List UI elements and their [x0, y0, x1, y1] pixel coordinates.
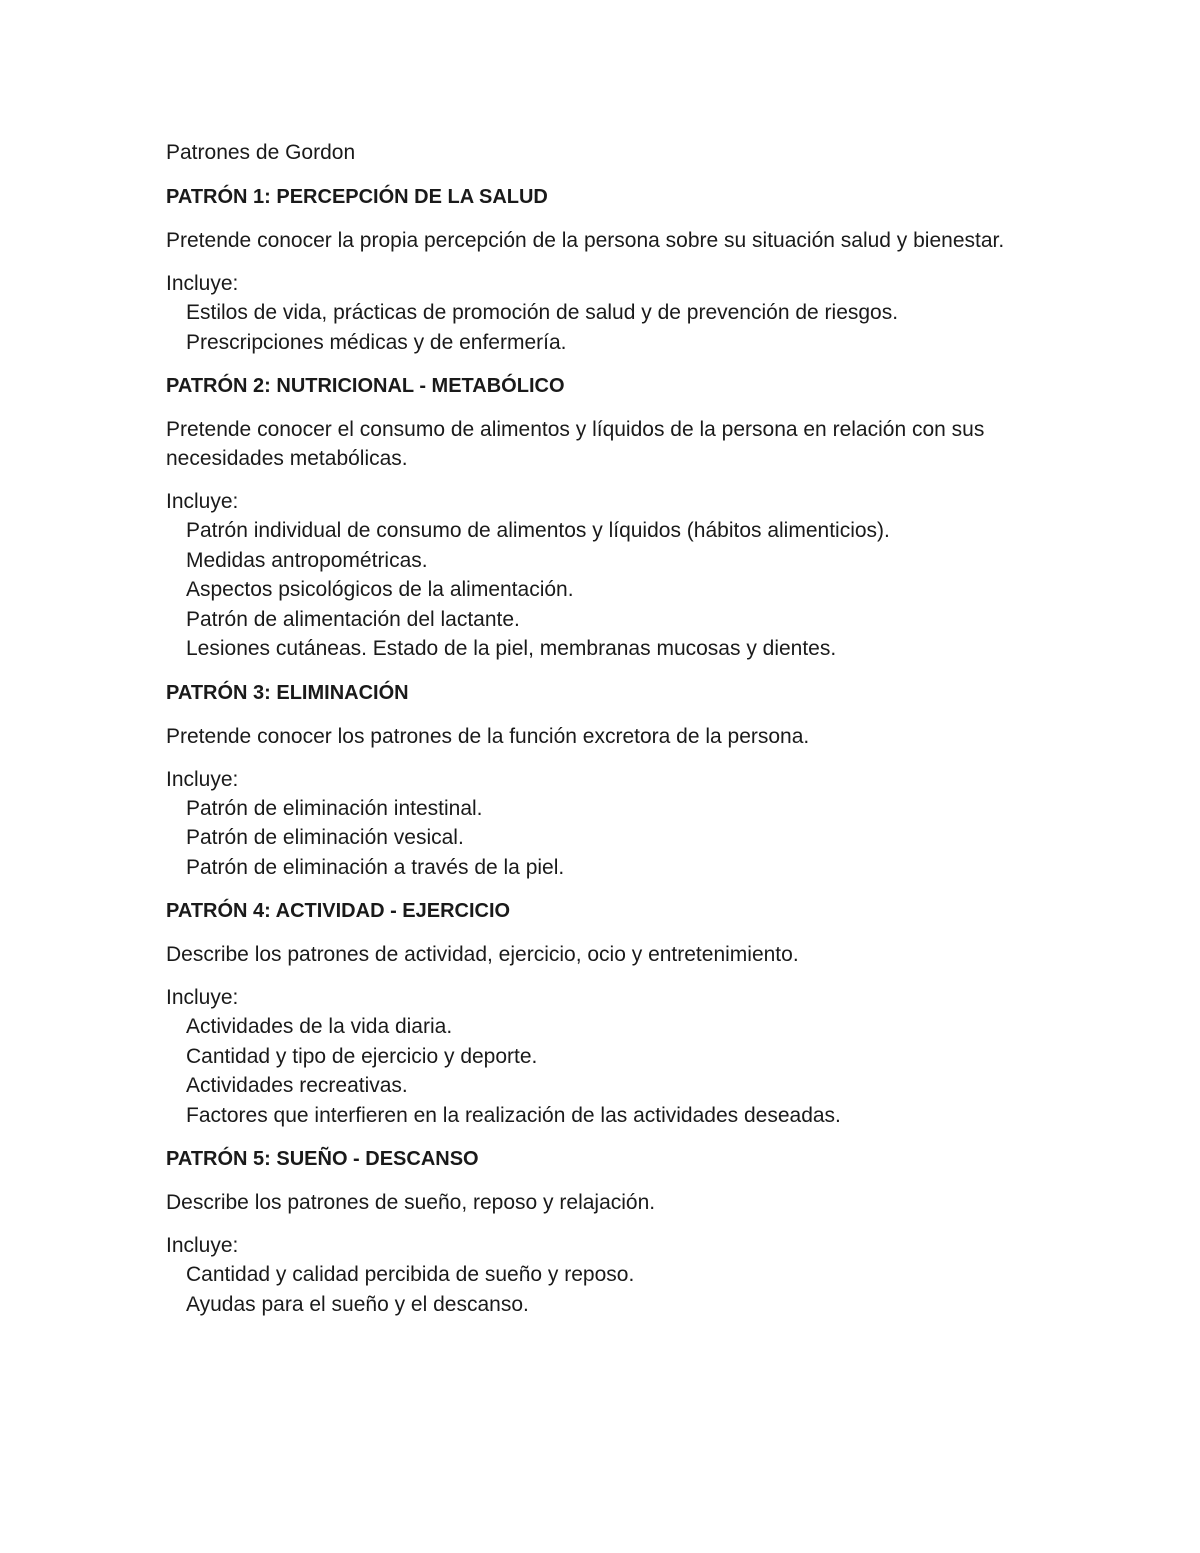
list-item: Medidas antropométricas.	[186, 548, 428, 572]
list-item: Patrón individual de consumo de alimentos y líquidos (hábitos alimenticios).	[186, 519, 890, 542]
section-heading: PATRÓN 1: PERCEPCIÓN DE LA SALUD	[166, 186, 548, 208]
section-patron-3	[166, 679, 1036, 883]
list-item: Patrón de alimentación del lactante.	[186, 607, 520, 631]
section-patron-1	[166, 183, 1036, 357]
section-description: Pretende conocer la propia percepción de la persona sobre su situación salud y bienestar.	[166, 229, 1005, 252]
list-item: Patrón de eliminación intestinal.	[186, 796, 483, 820]
document-title: Patrones de Gordon	[166, 141, 356, 164]
section-patron-2	[166, 372, 1036, 664]
section-description: Describe los patrones de actividad, ejercicio, ocio y entretenimiento.	[166, 943, 799, 966]
list-item: Actividades de la vida diaria.	[186, 1015, 453, 1038]
includes-list	[166, 1012, 1036, 1130]
includes-list	[166, 298, 1036, 357]
section-description: Pretende conocer los patrones de la función excretora de la persona.	[166, 724, 810, 748]
section-heading: PATRÓN 2: NUTRICIONAL - METABÓLICO	[166, 375, 565, 397]
section-description: Describe los patrones de sueño, reposo y relajación.	[166, 1191, 656, 1214]
section-heading: PATRÓN 3: ELIMINACIÓN	[166, 681, 409, 704]
list-item: Actividades recreativas.	[186, 1074, 408, 1097]
includes-label: Incluye:	[166, 986, 239, 1009]
section-patron-5	[166, 1145, 1036, 1319]
includes-label: Incluye:	[166, 1234, 239, 1257]
document-page	[166, 138, 1036, 1334]
list-item: Patrón de eliminación a través de la piel.	[186, 855, 565, 879]
includes-label: Incluye:	[166, 490, 239, 513]
list-item: Lesiones cutáneas. Estado de la piel, membranas mucosas y dientes.	[186, 637, 837, 660]
includes-label: Incluye:	[166, 272, 239, 295]
section-heading: PATRÓN 4: ACTIVIDAD - EJERCICIO	[166, 900, 511, 922]
list-item: Estilos de vida, prácticas de promoción de salud y de prevención de riesgos.	[186, 301, 899, 324]
includes-list	[166, 516, 1036, 664]
includes-list	[166, 794, 1036, 883]
list-item: Factores que interfieren en la realización de las actividades deseadas.	[186, 1103, 841, 1127]
list-item: Ayudas para el sueño y el descanso.	[186, 1292, 529, 1316]
list-item: Aspectos psicológicos de la alimentación.	[186, 578, 574, 601]
list-item: Cantidad y tipo de ejercicio y deporte.	[186, 1044, 538, 1068]
list-item: Prescripciones médicas y de enfermería.	[186, 330, 567, 354]
list-item: Patrón de eliminación vesical.	[186, 826, 464, 849]
section-heading: PATRÓN 5: SUEÑO - DESCANSO	[166, 1148, 479, 1170]
sections-container	[166, 183, 1036, 1319]
includes-list	[166, 1260, 1036, 1319]
list-item: Cantidad y calidad percibida de sueño y reposo.	[186, 1263, 635, 1286]
section-description: Pretende conocer el consumo de alimentos y líquidos de la persona en relación con sus necesidades metabólicas.	[166, 418, 985, 470]
section-patron-4	[166, 897, 1036, 1130]
includes-label: Incluye:	[166, 767, 239, 791]
